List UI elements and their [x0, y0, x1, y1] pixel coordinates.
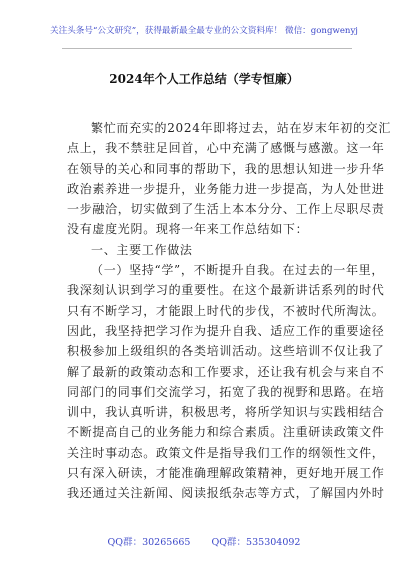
body-text-line: 我深刻认识到学习的重要性。在这个最新讲话系列的时代 — [67, 283, 385, 298]
footer-qq-group-1: QQ群：30265665 — [107, 537, 191, 548]
body-text-line: 训中，我认真听讲，积极思考，将所学知识与实践相结合 — [67, 405, 385, 420]
body-text-line: （一）坚持“学”，不断提升自我。在过去的一年里， — [91, 263, 385, 278]
body-text-line: 没有虚度光阴。现将一年来工作总结如下： — [67, 222, 309, 237]
body-text-line: 关注时事动态。政策文件是指导我们工作的纲领性文件， — [67, 445, 385, 460]
body-text-line: 政治素养进一步提升，业务能力进一步提高，为人处世进 — [67, 181, 385, 196]
body-text-line: 解了最新的政策动态和工作要求，还让我有机会与来自不 — [67, 364, 385, 379]
body-text-line: 同部门的同事们交流学习，拓宽了我的视野和思路。在培 — [67, 384, 385, 399]
body-text-line: 只有深入研读，才能准确理解政策精神，更好地开展工作 — [67, 466, 385, 481]
body-text-line: 繁忙而充实的2024年即将过去，站在岁末年初的交汇 — [91, 121, 392, 135]
body-text-line: 一步融洽，切实做到了生活上本本分分、工作上尽职尽责 — [67, 202, 385, 217]
body-text-line: 只有不断学习，才能跟上时代的步伐，不被时代所淘汰。 — [67, 303, 385, 318]
page-footer — [0, 534, 408, 548]
page-header-banner: 关注头条号“公文研究”，获得最新最全最专业的公文资料库！ 微信：gongwenyj — [50, 26, 358, 36]
document-body — [67, 118, 392, 504]
body-text-line: 因此，我坚持把学习作为提升自我、适应工作的重要途径 — [67, 323, 385, 338]
body-text-line: 不断提高自己的业务能力和综合素质。注重研读政策文件 — [67, 425, 385, 440]
body-text-line: 我还通过关注新闻、阅读报纸杂志等方式，了解国内外时 — [67, 486, 385, 501]
document-title: 2024年个人工作总结（学专恒廉） — [109, 72, 299, 86]
header-divider — [62, 48, 352, 49]
body-text-line: 积极参加上级组织的各类培训活动。这些培训不仅让我了 — [67, 344, 385, 359]
body-text-line: 点上，我不禁驻足回首，心中充满了感慨与感激。这一年 — [67, 141, 385, 156]
body-text-line: 一、主要工作做法 — [91, 242, 193, 257]
footer-qq-group-2: QQ群：535304092 — [211, 537, 301, 548]
body-text-line: 在领导的关心和同事的帮助下，我的思想认知进一步升华 — [67, 161, 385, 176]
